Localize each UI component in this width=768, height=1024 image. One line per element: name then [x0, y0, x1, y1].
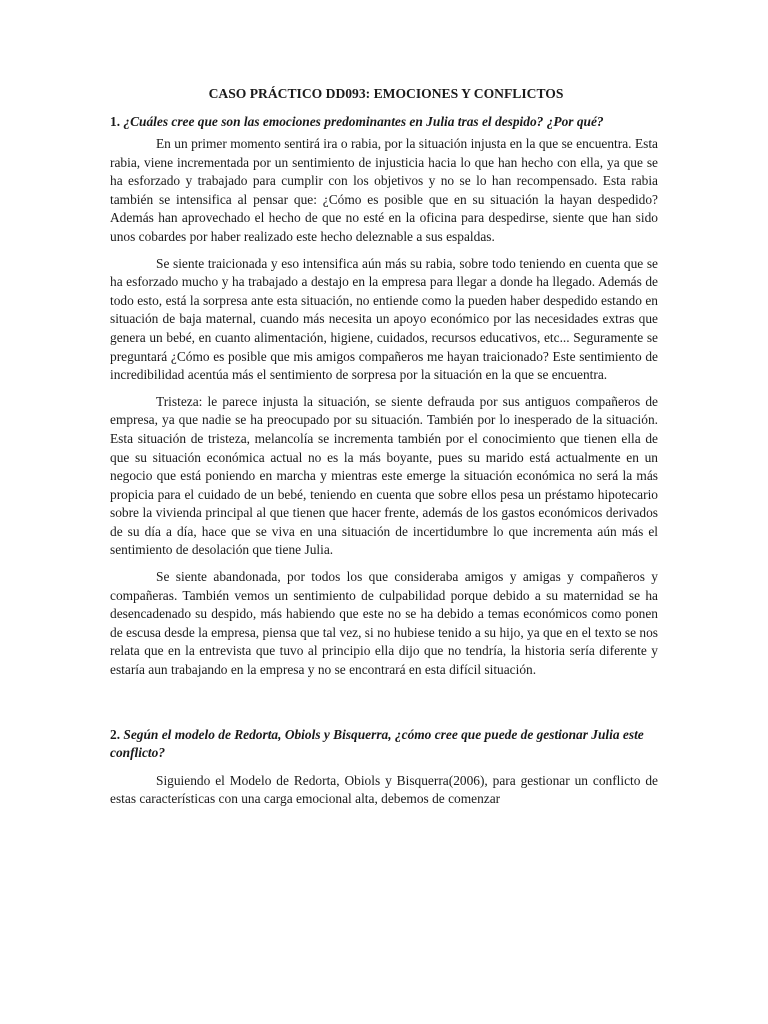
- answer-2-paragraph-1: Siguiendo el Modelo de Redorta, Obiols y Bisquerra(2006), para gestionar un conflicto de estas características con una carga emocional alta, debemos de comenzar: [110, 772, 658, 807]
- question-2-text: Según el modelo de Redorta, Obiols y Bisquerra, ¿cómo cree que puede de gestionar Julia este conflicto?: [110, 726, 644, 760]
- document-title: CASO PRÁCTICO DD093: EMOCIONES Y CONFLICTOS: [208, 86, 564, 101]
- question-1: [110, 113, 658, 131]
- answer-1-paragraph-4: Se siente abandonada, por todos los que consideraba amigos y amigas y compañeros y compañeras. También vemos un sentimiento de culpabilidad porque debido a su maternidad se ha desencadenado su despido, más habiendo que este no se ha debido a temas económicos como ponen de escusa desde la empresa, piensa que tal vez, si no hubiese tenido a su hijo, ya que en el texto se nos relata que en la entrevista que tuvo al principio ella dijo que no tendría, la historia sería diferente y estaría aun trabajando en la empresa y no se encontrará en esta difícil situación.: [110, 569, 658, 678]
- section-spacer: [110, 688, 658, 726]
- question-2: [110, 726, 658, 762]
- document-page: [110, 84, 658, 817]
- answer-1-paragraph-2: Se siente traicionada y eso intensifica aún más su rabia, sobre todo teniendo en cuenta que se ha esforzado mucho y ha trabajado a destajo en la empresa para llegar a donde ha llegado. Además de todo esto, está la sorpresa ante esta situación, no entiende como la pueden haber despedido estando en situación de baja maternal, cuando más necesita un apoyo económico por las necesidades extras que genera un bebé, en cuanto alimentación, higiene, cuidados, recursos educativos, etc... Seguramente se preguntará ¿Cómo es posible que mis amigos compañeros me hayan traicionado? Este sentimiento de incredibilidad acentúa más el sentimiento de sorpresa por la situación en la que se encuentra.: [110, 255, 658, 383]
- question-2-number: 2.: [110, 726, 124, 742]
- answer-1-paragraph-3: Tristeza: le parece injusta la situación, se siente defrauda por sus antiguos compañeros de empresa, ya que nadie se ha preocupado por su situación. También por lo inesperado de la situación. Esta situación de tristeza, melancolía se incrementa también por el conocimiento que tienen ella de que su situación económica actual no es la más boyante, pues su marido está actualmente en un negocio que está poniendo en marcha y mientras este emerge la situación económica no será la más propicia para el cuidado de un bebé, teniendo en cuenta que sobre ellos pesa un préstamo hipotecario sobre la vivienda principal al que tienen que hacer frente, además de los gastos económicos derivados de su día a día, hace que se viva en una situación de incertidumbre lo que incrementa aún más el sentimiento de desolación que tiene Julia.: [110, 393, 658, 558]
- question-1-text: ¿Cuáles cree que son las emociones predominantes en Julia tras el despido? ¿Por qué?: [123, 114, 604, 129]
- question-1-number: 1.: [110, 114, 124, 129]
- answer-1-paragraph-1: En un primer momento sentirá ira o rabia, por la situación injusta en la que se encuentra. Esta rabia, viene incrementada por un sentimiento de injusticia hacia lo que han hecho con ella, ya que se ha esforzado y trabajado para cumplir con los objetivos y no se lo han recompensado. Esta rabia también se intensifica al pensar que: ¿Cómo es posible que en su situación la hayan despedido? Además han aprovechado el hecho de que no esté en la oficina para despedirse, siente que han sido unos cobardes por haber realizado este hecho deleznable a sus espaldas.: [110, 136, 658, 244]
